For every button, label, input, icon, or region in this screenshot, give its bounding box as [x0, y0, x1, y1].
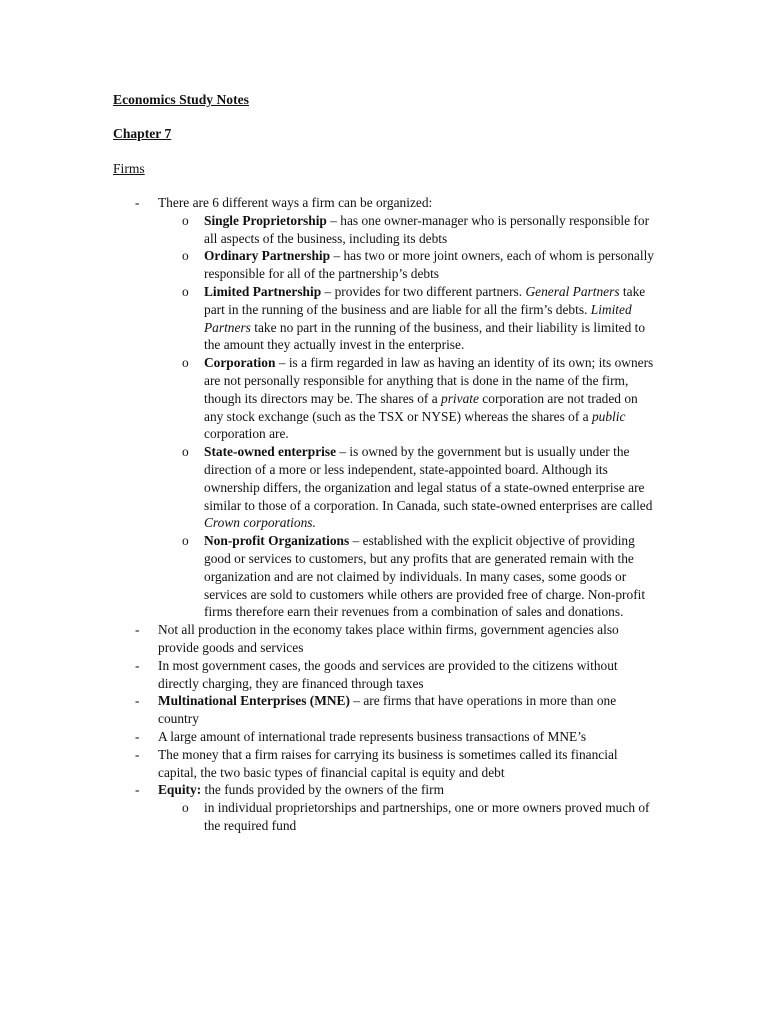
- org-type-ordinary-partnership: o Ordinary Partnership – has two or more joint owners, each of whom is personally responsible for all of the partnership’s debts: [182, 248, 655, 282]
- dash-bullet: -: [135, 195, 140, 210]
- term: Corporation: [204, 355, 276, 371]
- item-text: Not all production in the economy takes place within firms, government agencies also provide goods and services: [158, 622, 619, 655]
- italic-term: Limited Partners: [204, 301, 632, 335]
- org-type-non-profit: o Non-profit Organizations – established with the explicit objective of providing good or services to customers, but any profits that are generated remain with the organization and are not claimed by individuals. In many cases, some goods or services are sold to customers while others are provided free of charge. Non-profit firms therefore earn their revenues from a combination of sales and donations.: [182, 533, 646, 620]
- circle-bullet: o: [182, 283, 189, 299]
- dash-bullet: -: [135, 622, 140, 638]
- circle-bullet: o: [182, 248, 189, 264]
- dash-bullet: -: [135, 746, 140, 762]
- italic-term: General Partners: [525, 283, 620, 299]
- dash-bullet: -: [135, 782, 140, 798]
- item-text: There are 6 different ways a firm can be organized:: [158, 195, 433, 210]
- section-heading: Firms: [113, 161, 145, 176]
- item-text: The money that a firm raises for carrying its business is sometimes called its financial capital, the two basic types of financial capital is equity and debt: [158, 746, 618, 780]
- item-text: In most government cases, the goods and services are provided to the citizens without directly charging, they are financed through taxes: [158, 657, 618, 691]
- org-type-single-proprietorship: o Single Proprietorship – has one owner-manager who is personally responsible for all aspects of the business, including its debts: [182, 212, 650, 246]
- circle-bullet: o: [182, 355, 189, 371]
- org-type-state-owned-enterprise: o State-owned enterprise – is owned by the government but is usually under the direction of a more or less independent, state-appointed board. Although its ownership differs, the organization and legal status of a state-owned enterprise are similar to those of a corporation. In Canada, such state-owned enterprises are called Crown corporations.: [182, 444, 653, 531]
- circle-bullet: o: [182, 533, 189, 549]
- list-item-mne: - Multinational Enterprises (MNE) – are firms that have operations in more than one country: [135, 693, 617, 727]
- chapter-heading: Chapter 7: [113, 126, 172, 141]
- definition: established with the explicit objective of providing good or services to customers, but any profits that are generated remain with the organization and are not claimed by individuals. In many cases, some goods or services are sold to customers while others are provided free of charge. Non-profit firms therefore earn their revenues from a combination of sales and donations.: [204, 533, 646, 620]
- definition: the funds provided by the owners of the firm: [201, 782, 445, 798]
- document-title: Economics Study Notes: [113, 92, 249, 107]
- italic-term: private: [441, 390, 479, 406]
- org-type-limited-partnership: o Limited Partnership – provides for two different partners. General Partners take part in the running of the business and are liable for all the firm’s debts. Limited Partners take no part in the running of the business, and their liability is limited to the amount they actually invest in the enterprise.: [182, 283, 646, 353]
- list-item: [0, 194, 650, 212]
- list-item: [0, 621, 650, 657]
- definition: are firms that have operations in more than one country: [158, 693, 617, 727]
- dash-bullet: -: [135, 728, 140, 744]
- list-item: [0, 657, 650, 693]
- circle-bullet: o: [182, 212, 189, 228]
- circle-bullet: o: [182, 444, 189, 460]
- italic-term: Crown corporations.: [204, 515, 316, 531]
- dash-bullet: -: [135, 693, 140, 709]
- term: Ordinary Partnership: [204, 248, 331, 264]
- term: State-owned enterprise: [204, 444, 337, 460]
- equity-sub-item: [0, 799, 664, 835]
- circle-bullet: o: [182, 800, 189, 816]
- term: Limited Partnership: [204, 283, 322, 299]
- list-item-equity: [0, 781, 650, 799]
- term: Single Proprietorship: [204, 212, 327, 228]
- item-text: in individual proprietorships and partnerships, one or more owners proved much of the required fund: [204, 800, 650, 833]
- notes-list: [0, 194, 768, 835]
- definition: provides for two different partners.: [334, 283, 526, 299]
- italic-term: public: [591, 408, 626, 424]
- definition: has two or more joint owners, each of whom is personally responsible for all of the partnership’s debts: [204, 248, 655, 282]
- dash-bullet: -: [135, 657, 140, 673]
- term: Non-profit Organizations: [204, 533, 350, 549]
- list-item: [0, 728, 650, 746]
- definition: is owned by the government but is usually under the direction of a more or less independent, state-appointed board. Although its ownership differs, the organization and legal status of a state-owned enterprise are similar to those of a corporation. In Canada, such state-owned enterprises are called: [204, 444, 653, 513]
- term: Multinational Enterprises (MNE): [158, 693, 350, 709]
- list-item: [0, 746, 650, 782]
- term: Equity:: [158, 782, 202, 798]
- item-text: A large amount of international trade represents business transactions of MNE’s: [158, 728, 587, 744]
- definition: has one owner-manager who is personally responsible for all aspects of the business, including its debts: [204, 212, 650, 246]
- org-type-corporation: o Corporation – is a firm regarded in law as having an identity of its own; its owners are not personally responsible for anything that is done in the name of the firm, though its directors may be. The shares of a private corporation are not traded on any stock exchange (such as the TSX or NYSE) whereas the shares of a public corporation are.: [182, 355, 654, 442]
- definition: is a firm regarded in law as having an identity of its own; its owners are not personally responsible for anything that is done in the name of the firm, though its directors may be. The shares of a: [204, 355, 654, 406]
